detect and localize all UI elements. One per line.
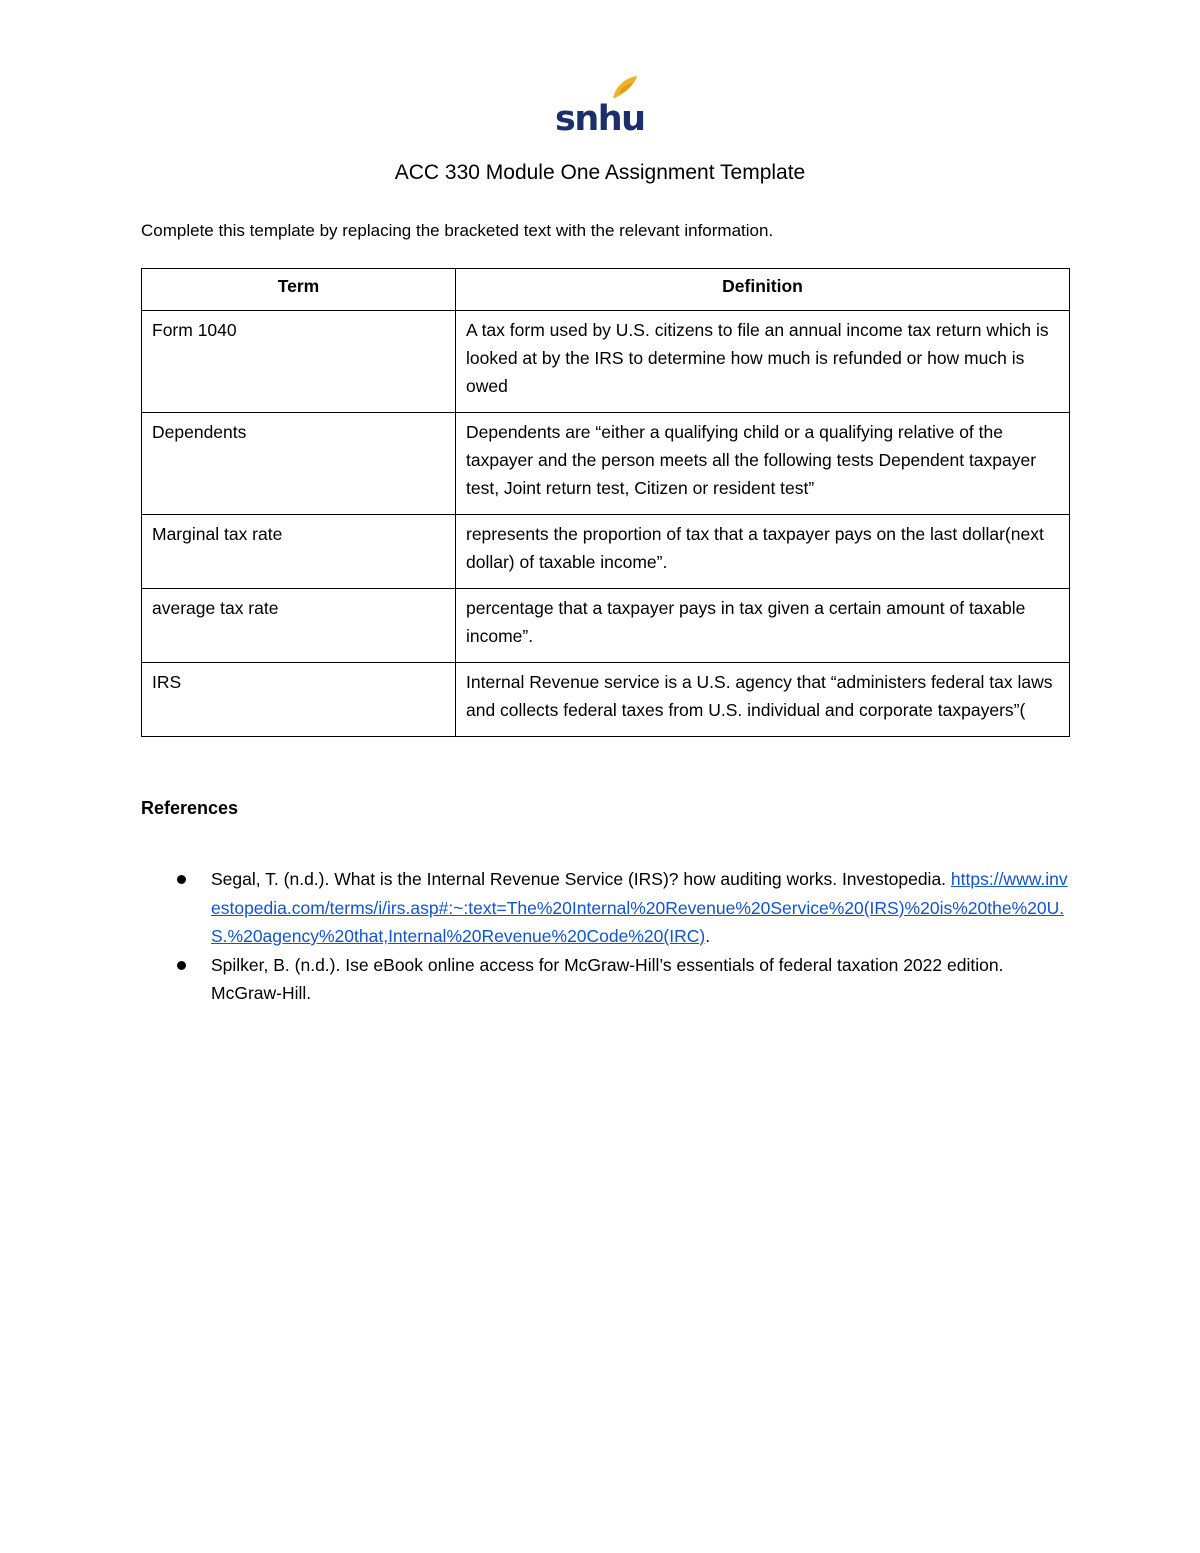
document-title: ACC 330 Module One Assignment Template bbox=[394, 161, 806, 184]
definition-cell: A tax form used by U.S. citizens to file an annual income tax return which is looked at by the IRS to determine how much is refunded or how much is owed bbox=[456, 311, 1070, 413]
reference-item bbox=[141, 865, 1071, 951]
term-cell: Dependents bbox=[142, 413, 456, 515]
definition-cell: Internal Revenue service is a U.S. agency that “administers federal tax laws and collects federal taxes from U.S. individual and corporate taxpayers”( bbox=[456, 663, 1070, 737]
term-cell: average tax rate bbox=[142, 589, 456, 663]
definition-cell: represents the proportion of tax that a taxpayer pays on the last dollar(next dollar) of taxable income”. bbox=[456, 515, 1070, 589]
reference-text: Segal, T. (n.d.). What is the Internal Revenue Service (IRS)? how auditing works. Investopedia. bbox=[211, 869, 951, 889]
header-definition: Definition bbox=[456, 269, 1070, 311]
references-heading: References bbox=[141, 798, 239, 818]
instructions-text: Complete this template by replacing the bracketed text with the relevant information. bbox=[141, 221, 774, 240]
table-row bbox=[142, 413, 1070, 515]
reference-item bbox=[141, 951, 1071, 1008]
term-cell: Form 1040 bbox=[142, 311, 456, 413]
table-row bbox=[142, 663, 1070, 737]
term-cell: IRS bbox=[142, 663, 456, 737]
table-row bbox=[142, 311, 1070, 413]
bullet-icon bbox=[177, 875, 186, 884]
snhu-logo-graphic bbox=[553, 72, 645, 134]
terms-table bbox=[141, 268, 1070, 737]
reference-link[interactable]: https://www.investopedia.com/terms/i/irs.asp#:~:text=The%20Internal%20Revenue%20Service%20(IRS)%20is%20the%20U.S.%20agency%20that,Internal%20Revenue%20Code%20(IRC) bbox=[211, 869, 1068, 946]
definition-cell: percentage that a taxpayer pays in tax given a certain amount of taxable income”. bbox=[456, 589, 1070, 663]
references-list bbox=[141, 865, 1071, 1008]
table-row bbox=[142, 515, 1070, 589]
reference-suffix: . bbox=[705, 926, 711, 946]
reference-text: Spilker, B. (n.d.). Ise eBook online access for McGraw-Hill’s essentials of federal taxation 2022 edition. McGraw-Hill. bbox=[211, 954, 1004, 1003]
header-term: Term bbox=[142, 269, 456, 311]
term-cell: Marginal tax rate bbox=[142, 515, 456, 589]
logo-text: snhu bbox=[555, 99, 645, 134]
snhu-logo bbox=[553, 72, 645, 134]
bullet-icon bbox=[177, 961, 186, 970]
definition-cell: Dependents are “either a qualifying child or a qualifying relative of the taxpayer and the person meets all the following tests Dependent taxpayer test, Joint return test, Citizen or resident test” bbox=[456, 413, 1070, 515]
table-row bbox=[142, 589, 1070, 663]
table-header-row bbox=[142, 269, 1070, 311]
